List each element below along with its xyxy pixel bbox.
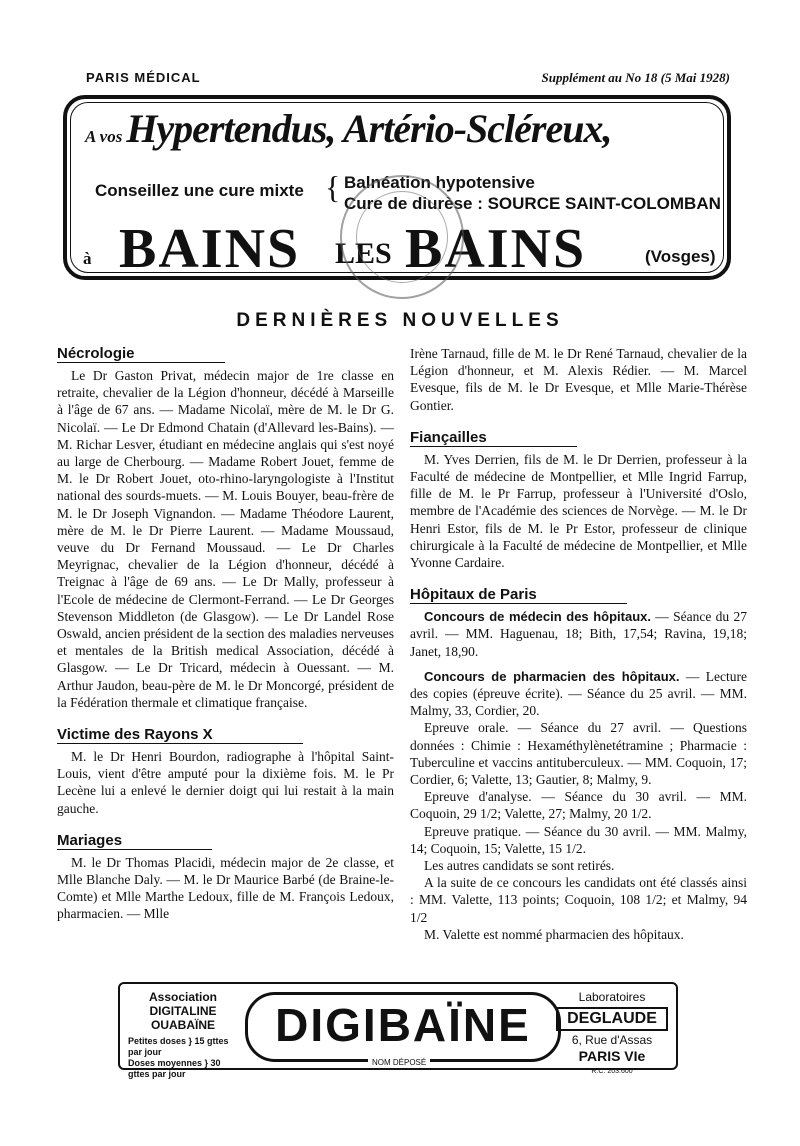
concours-medecin-label: Concours de médecin des hôpitaux.: [424, 609, 651, 625]
ad-a: à: [83, 249, 92, 268]
assoc-line-3: OUABAÏNE: [150, 1018, 215, 1032]
ad-vosges: (Vosges): [645, 247, 716, 266]
candidats-retires: Les autres candidats se sont retirés.: [424, 858, 615, 874]
epreuve-pratique: Epreuve pratique. — Séance du 30 avril. — MM. Malmy, 14; Coquoin, 15; Valette, 15 1/2.: [410, 823, 747, 856]
concours-medecin: [410, 608, 747, 660]
victime-text: M. le Dr Henri Bourdon, radiographe à l'hôpital Saint-Louis, vient d'être amputé pour la dixième fois. M. le Pr Lecène lui a enlevé le dernier doigt qui lui restait à la main gauche.: [57, 749, 394, 816]
concours-pharmacien: [410, 668, 747, 720]
nomination: M. Valette est nommé pharmacien des hôpitaux.: [424, 926, 684, 942]
heading-hopitaux: Hôpitaux de Paris: [410, 586, 627, 604]
running-header-left: PARIS MÉDICAL: [86, 70, 201, 85]
heading-victime: Victime des Rayons X: [57, 726, 303, 744]
labo-brand: DEGLAUDE: [556, 1007, 668, 1031]
necrologie-text: Le Dr Gaston Privat, médecin major de 1re classe en retraite, chevalier de la Légion d'honneur, décédé à Marseille à l'âge de 67 ans. — Madame Nicolaï, mère de M. le Dr G. Nicolaï. — Le Dr Edmond Chatain (d'Allevard les-Bains). — M. Richar Lesver, étudiant en médecine anglais qui s'est noyé au large de Cherbourg. — Madame Robert Jouet, femme de M. le Dr Robert Jouet, oto-rhino-laryngologiste à l'Institut national des sourds-muets. — M. Louis Bouyer, beau-frère de M. le Dr Joseph Vignandon. — Madame Théodore Laurent, mère de M. le Dr Pierre Laurent. — Madame Moussaud, veuve du Dr Fernand Moussaud. — Le Dr Charles Meyrignac, chevalier de la Légion d'honneur, décédé à Treignac à l'âge de 69 ans. — Le Dr Mally, professeur à l'Ecole de médecine de Clermont-Ferrand. — Le Dr Georges Stevenson Middleton (de Glasgow). — Le Dr Landel Rose Oswald, ancien président de la section des maladies nerveuses et mentales de la British medical Association, décédé à Glasgow. — Le Dr Tricard, médecin à Ouessant. — M. Arthur Jaudon, beau-père de M. le Dr Moncorgé, président de la Fédération thermale et climatique française.: [57, 368, 394, 710]
fiancailles-text: M. Yves Derrien, fils de M. le Dr Derrien, professeur à la Faculté de médecine de Montpellier, et Mlle Ingrid Farrup, fille de M. le Pr Farrup, professeur à l'Université d'Oslo, membre de l'Académie des sciences de Norvège. — M. le Dr Henri Estor, fils de M. le Pr Estor, professeur de clinique chirurgicale à la Faculté de médecine de Montpellier, et Mlle Yvonne Cardaire.: [410, 451, 747, 571]
classement: A la suite de ce concours les candidats ont été classés ainsi : MM. Valette, 113 points; Coquoin, 108 1/2; et Malmy, 94 1/2: [410, 875, 747, 925]
right-column: [410, 345, 747, 943]
ad-les: LES: [335, 237, 392, 270]
advertisement-digibaine: [118, 982, 678, 1079]
ad-prefix: A vos: [85, 127, 123, 146]
concours-medecin-text: — Séance du 27 avril. — MM. Haguenau, 18; Bith, 17,54; Ravina, 19,18; Janet, 18,90.: [410, 609, 747, 659]
labo-rc: R.C. 203.600: [591, 1068, 633, 1075]
heading-necrologie: Nécrologie: [57, 345, 225, 363]
labo-city: PARIS VIe: [578, 1048, 646, 1064]
ad-bains-second: BAINS: [405, 218, 587, 280]
digibaine-logo: [245, 992, 561, 1067]
ad-balneation: Balnéation hypotensive: [344, 173, 535, 192]
ad-cure: Cure de diurèse : SOURCE SAINT-COLOMBAN: [344, 194, 721, 213]
labo-label: Laboratoires: [578, 990, 646, 1004]
concours-pharm-label: Concours de pharmacien des hôpitaux.: [424, 668, 680, 684]
mariages-text: M. le Dr Thomas Placidi, médecin major de 2e classe, et Mlle Blanche Daly. — M. le Dr Maurice Barbé (de Braine-le-Comte) et Mlle Marthe Ledoux, fille de M. François Ledoux, pharmacien. — Mlle: [57, 854, 394, 922]
advertisement-bains-les-bains: [63, 95, 731, 280]
doses-moyennes: Doses moyennes } 30 gttes par jour: [128, 1058, 221, 1079]
ad-headline: [85, 105, 612, 152]
heading-mariages: Mariages: [57, 832, 212, 850]
nom-depose: NOM DÉPOSÉ: [368, 1058, 430, 1067]
ad-headline-text: Hypertendus, Artério-Scléreux,: [126, 106, 612, 151]
ad-laboratoires: [556, 990, 668, 1079]
doses-petites: Petites doses } 15 gttes par jour: [128, 1036, 229, 1057]
ad-bains-first: BAINS: [119, 218, 301, 280]
section-title: DERNIÈRES NOUVELLES: [236, 310, 564, 331]
epreuve-analyse: Epreuve d'analyse. — Séance du 30 avril. — MM. Coquoin, 29 1/2; Valette, 27; Malmy, 20 1/2.: [410, 789, 747, 822]
labo-address: 6, Rue d'Assas: [571, 1033, 653, 1047]
concours-pharm-text: — Lecture des copies (épreuve écrite). — Séance du 25 avril. — MM. Malmy, 33, Cordier, 20.: [410, 668, 747, 719]
left-column: [57, 345, 394, 923]
mariages-continued: Irène Tarnaud, fille de M. le Dr René Tarnaud, chevalier de la Légion d'honneur, et M. Alexis Rédier. — M. Marcel Evesque, fils de M. le Dr Evesque, et Mlle Marie-Thérèse Gontier.: [410, 346, 747, 413]
heading-fiancailles: Fiançailles: [410, 429, 577, 447]
assoc-line-2: DIGITALINE: [149, 1004, 217, 1018]
assoc-line-1: Association: [148, 990, 217, 1004]
running-header-right: Supplément au No 18 (5 Mai 1928): [541, 70, 730, 85]
brace-icon: {: [325, 169, 341, 205]
epreuve-orale: Epreuve orale. — Séance du 27 avril. — Questions données : Chimie : Hexaméthylènetétramine ; Pharmacie : Tuberculine et vaccins antituberculeux. — MM. Coquoin, 17; Cordier, 6; Valette, 13; Gautier, 8; Malmy, 9.: [410, 720, 747, 788]
ad-conseillez: Conseillez une cure mixte: [95, 181, 304, 200]
ad-association: [128, 990, 238, 1080]
logo-text: DIGIBAÏNE: [275, 999, 531, 1051]
